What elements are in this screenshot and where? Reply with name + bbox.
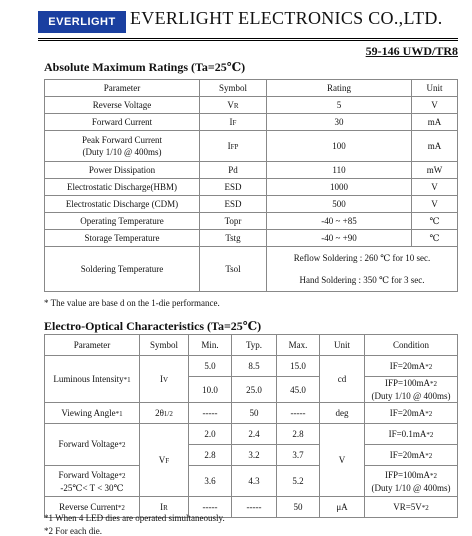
cell-condition: IF=0.1mA*2: [365, 424, 458, 445]
cell-unit: V: [412, 97, 458, 114]
table-row: [45, 131, 458, 162]
cell-typ: 8.5: [232, 356, 277, 377]
cell-min: -----: [189, 403, 232, 424]
cell-condition: IFP=100mA*2 (Duty 1/10 @ 400ms): [365, 466, 458, 497]
cell-rating: -40 ~ +85: [267, 213, 412, 230]
table-row: [45, 97, 458, 114]
table-header-row: [45, 80, 458, 97]
part-number: 59-146 UWD/TR8: [365, 44, 458, 58]
amr-title: Absolute Maximum Ratings (Ta=25℃): [44, 60, 246, 74]
cell-symbol: Tstg: [200, 230, 267, 247]
cell-rating: 500: [267, 196, 412, 213]
cell-symbol: IV: [140, 356, 189, 403]
col-unit: Unit: [412, 80, 458, 97]
cell-unit: ℃: [412, 230, 458, 247]
cell-parameter: Luminous Intensity*1: [45, 356, 140, 403]
col-condition: Condition: [365, 335, 458, 356]
cell-parameter: Operating Temperature: [45, 213, 200, 230]
cell-unit: deg: [320, 403, 365, 424]
amr-note: * The value are base d on the 1-die performance.: [44, 298, 220, 308]
col-max: Max.: [277, 335, 320, 356]
eoc-title: Electro-Optical Characteristics (Ta=25℃): [44, 319, 262, 333]
cell-parameter: Forward Voltage*2 -25℃< T < 30℃: [45, 466, 140, 497]
cell-unit: ℃: [412, 213, 458, 230]
cell-unit: mA: [412, 131, 458, 162]
table-row: [45, 466, 458, 497]
table-header-row: [45, 335, 458, 356]
col-symbol: Symbol: [200, 80, 267, 97]
cell-parameter: Electrostatic Discharge(HBM): [45, 179, 200, 196]
cell-min: 2.8: [189, 445, 232, 466]
cell-condition: IF=20mA*2: [365, 403, 458, 424]
cell-reflow-soldering: Reflow Soldering : 260 ℃ for 10 sec.: [267, 247, 458, 270]
cell-rating: 110: [267, 162, 412, 179]
cell-max: 3.7: [277, 445, 320, 466]
col-min: Min.: [189, 335, 232, 356]
cell-symbol: ESD: [200, 196, 267, 213]
cell-typ: 2.4: [232, 424, 277, 445]
cell-unit: μA: [320, 497, 365, 518]
cell-hand-soldering: Hand Soldering : 350 ℃ for 3 sec.: [267, 269, 458, 292]
col-parameter: Parameter: [45, 335, 140, 356]
col-parameter: Parameter: [45, 80, 200, 97]
cell-typ: 25.0: [232, 377, 277, 403]
electro-optical-characteristics-table: [44, 334, 458, 518]
cell-condition: IF=20mA*2: [365, 445, 458, 466]
table-row: [45, 179, 458, 196]
cell-symbol: VR: [200, 97, 267, 114]
cell-unit: mA: [412, 114, 458, 131]
cell-parameter: Reverse Current*2: [45, 497, 140, 518]
cell-typ: -----: [232, 497, 277, 518]
absolute-maximum-ratings-table: [44, 79, 458, 292]
table-row: [45, 403, 458, 424]
cell-parameter: Electrostatic Discharge (CDM): [45, 196, 200, 213]
table-row: [45, 424, 458, 445]
cell-parameter: Forward Voltage*2: [45, 424, 140, 466]
cell-parameter: Forward Current: [45, 114, 200, 131]
cell-typ: 3.2: [232, 445, 277, 466]
cell-symbol: IR: [140, 497, 189, 518]
cell-max: 45.0: [277, 377, 320, 403]
cell-typ: 4.3: [232, 466, 277, 497]
cell-symbol: ESD: [200, 179, 267, 196]
col-symbol: Symbol: [140, 335, 189, 356]
table-row: [45, 356, 458, 377]
cell-symbol: IFP: [200, 131, 267, 162]
cell-rating: 5: [267, 97, 412, 114]
cell-unit: cd: [320, 356, 365, 403]
cell-parameter: Peak Forward Current (Duty 1/10 @ 400ms): [45, 131, 200, 162]
cell-typ: 50: [232, 403, 277, 424]
cell-symbol: Tsol: [200, 247, 267, 292]
cell-parameter: Viewing Angle*1: [45, 403, 140, 424]
cell-rating: 1000: [267, 179, 412, 196]
cell-rating: 100: [267, 131, 412, 162]
cell-parameter: Storage Temperature: [45, 230, 200, 247]
cell-symbol: VF: [140, 424, 189, 497]
cell-condition: IFP=100mA*2 (Duty 1/10 @ 400ms): [365, 377, 458, 403]
cell-max: -----: [277, 403, 320, 424]
table-row: [45, 114, 458, 131]
col-rating: Rating: [267, 80, 412, 97]
cell-min: 5.0: [189, 356, 232, 377]
table-row: [45, 230, 458, 247]
cell-symbol: 2θ1/2: [140, 403, 189, 424]
everlight-logo: EVERLIGHT: [38, 11, 126, 33]
cell-max: 2.8: [277, 424, 320, 445]
cell-parameter: Reverse Voltage: [45, 97, 200, 114]
cell-unit: V: [412, 196, 458, 213]
table-row: [45, 247, 458, 270]
cell-min: 3.6: [189, 466, 232, 497]
cell-condition: IF=20mA*2: [365, 356, 458, 377]
table-row: [45, 213, 458, 230]
col-unit: Unit: [320, 335, 365, 356]
cell-rating: -40 ~ +90: [267, 230, 412, 247]
cell-unit: V: [412, 179, 458, 196]
cell-symbol: Topr: [200, 213, 267, 230]
cell-max: 15.0: [277, 356, 320, 377]
cell-min: 2.0: [189, 424, 232, 445]
cell-condition: VR=5V*2: [365, 497, 458, 518]
cell-unit: V: [320, 424, 365, 497]
page-header: [38, 8, 458, 38]
cell-min: -----: [189, 497, 232, 518]
header-rule-top: [38, 38, 458, 39]
table-row: [45, 196, 458, 213]
cell-parameter: Soldering Temperature: [45, 247, 200, 292]
eoc-note-2: *2 For each die.: [44, 526, 102, 536]
company-name: EVERLIGHT ELECTRONICS CO.,LTD.: [130, 8, 443, 28]
header-rule-bottom: [38, 40, 458, 41]
table-row: [45, 162, 458, 179]
cell-max: 50: [277, 497, 320, 518]
cell-min: 10.0: [189, 377, 232, 403]
cell-unit: mW: [412, 162, 458, 179]
eoc-note-1: *1 When 4 LED dies are operated simultaneously.: [44, 513, 225, 523]
cell-parameter: Power Dissipation: [45, 162, 200, 179]
cell-symbol: Pd: [200, 162, 267, 179]
cell-max: 5.2: [277, 466, 320, 497]
cell-symbol: IF: [200, 114, 267, 131]
cell-rating: 30: [267, 114, 412, 131]
col-typ: Typ.: [232, 335, 277, 356]
